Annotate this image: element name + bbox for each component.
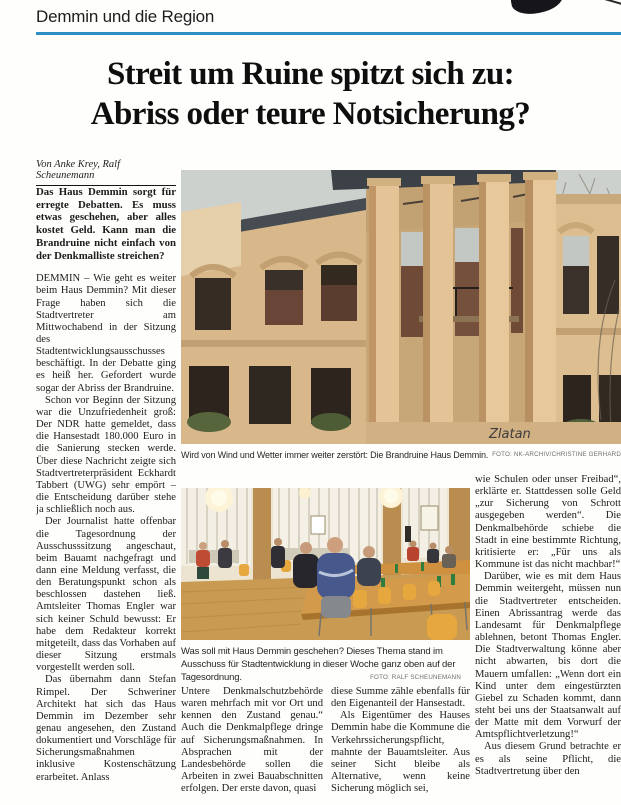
paragraph: Darüber, wie es mit dem Haus Demmin weitergeht, müssen nun die Stadtvertreter entscheiden. Einen Abrissantrag werde das Landesamt für Denkmalpflege ablehnen, betont Thomas Engler. Die Stadtverwaltung könne aber nicht abwarten, bis dort die Mauern umfallen: „Wenn dort ein Kind unter dem eingestürzten Giebel zu Schaden kommt, dann steht bei uns der Staatsanwalt auf der Matte mit dem Vorwurf der Amtspflichtverletzung!“ xyxy=(475,571,621,741)
meeting-photo-caption xyxy=(181,645,461,685)
paragraph: diese Summe zähle ebenfalls für den Eigenanteil der Hansestadt. xyxy=(331,686,470,710)
masthead-stroke-fragment-icon xyxy=(597,0,621,8)
paragraph: Schon vor Beginn der Sitzung war die Unzufriedenheit groß: Der NDR hatte gemeldet, dass die Hansestadt 180.000 Euro in die Sanierung stecken werde. Über diese Nachricht zeigte sich Stadtvertreterpräsident Eckhardt Tabbert (UWG) sehr empört –die Entscheidung darüber stehe ja schließlich noch aus. xyxy=(36,394,176,516)
caption-text: Was soll mit Haus Demmin geschehen? Dieses Thema stand im Ausschuss für Stadtentwicklung in dieser Woche ganz oben auf der Tagesordnung. xyxy=(181,646,456,683)
wall-picture xyxy=(311,516,325,534)
article-lead: Das Haus Demmin sorgt für erregte Debatten. Es muss etwas geschehen, aber alles kostet Geld. Kann man die Brandruine nicht einfach von der Denkmalliste streichen? xyxy=(36,186,176,262)
photo-credit: FOTO: NK-ARCHIV/CHRISTINE GERHARD xyxy=(492,451,621,458)
section-title: Demmin und die Region xyxy=(36,7,215,26)
paragraph: Der Journalist hatte offenbar die Tagesordnung der Ausschusssitzung angeschaut, beim Bauamt nachgefragt und dann eine Meldung verfasst, die den Beratungspunkt schon als beschlossen dastehen ließ. Amtsleiter Thomas Engler war sich keiner Schuld bewusst: Er habe dem Redakteur korrekt mitgeteilt, dass das Vorhaben auf dieser Sitzung erstmals vorgestellt werden soll. xyxy=(36,516,176,674)
article-column-3 xyxy=(331,686,470,805)
graffiti-text: Zlatan xyxy=(489,427,531,442)
section-divider-rule xyxy=(36,32,621,35)
masthead-letter-fragment-icon xyxy=(509,0,565,17)
paragraph: Untere Denkmalschutzbehörde waren mehrfach mit vor Ort und kennen den Zustand genau.“ Auch die Denkmalpflege dringe auf Sicherungsmaßnahmen. In Absprachen mit der Landesbehörde sollen die Arbeiten in zwei Bauabschnitten erfolgen. Der erste davon, quasi xyxy=(181,686,323,795)
meeting-photo xyxy=(181,488,470,640)
right-wing xyxy=(556,194,621,444)
article-column-1 xyxy=(36,186,176,805)
paragraph: Aus diesem Grund betrachte er es als seine Pflicht, die Stadtvertretung über den xyxy=(475,741,621,777)
paragraph: Das übernahm dann Stefan Rimpel. Der Schweriner Architekt hat sich das Haus Demmin im Dezember sehr genau angesehen, den Zustand dokumentiert und Vorschläge für Sicherungsmaßnahmen inklusive Kostenschätzung erarbeitet. Anlass xyxy=(36,674,176,783)
article-headline xyxy=(0,54,621,134)
photo-credit: FOTO: RALF SCHEUNEMANN xyxy=(370,674,461,681)
caption-text: Wird von Wind und Wetter immer weiter zerstört: Die Brandruine Haus Demmin. xyxy=(181,450,489,460)
wall-notice xyxy=(421,506,438,530)
paragraph: wie Schulen oder unser Freibad“, erklärte er. Stattdessen solle Geld „zur Sicherung von Schrott ausgegeben werden“. Die Denkmalbehörde schiebe die Stadt in eine bestimmte Richtung, kritisierte er: „Für uns als Kommune ist das nicht machbar!“ xyxy=(475,474,621,571)
ruin-photo-caption xyxy=(181,449,621,461)
byline: Von Anke Krey, Ralf Scheunemann xyxy=(36,159,176,186)
ruin-photo xyxy=(181,170,621,444)
paragraph: DEMMIN – Wie geht es weiter beim Haus Demmin? Mit dieser Frage haben sich die Stadtvertreter am Mittwochabend in der Sitzung des Stadtentwicklungsausschusses beschäftigt. In der Debatte ging es heiß her. Gefordert wurde sogar der Abriss der Brandruine. xyxy=(36,273,176,394)
paragraph: Als Eigentümer des Hauses Demmin habe die Kommune die Verkehrssicherungspflicht, mahnte der Bauamtsleiter. Aus seiner Sicht bleibe als Alternative, wenn keine Sicherung möglich sei, xyxy=(331,710,470,795)
article-column-2 xyxy=(181,686,323,805)
left-wing xyxy=(181,198,366,444)
article-column-4 xyxy=(475,474,621,805)
headline-line1: Streit um Ruine spitzt sich zu: xyxy=(106,56,515,92)
headline-line2: Abriss oder teure Notsicherung? xyxy=(90,96,531,132)
